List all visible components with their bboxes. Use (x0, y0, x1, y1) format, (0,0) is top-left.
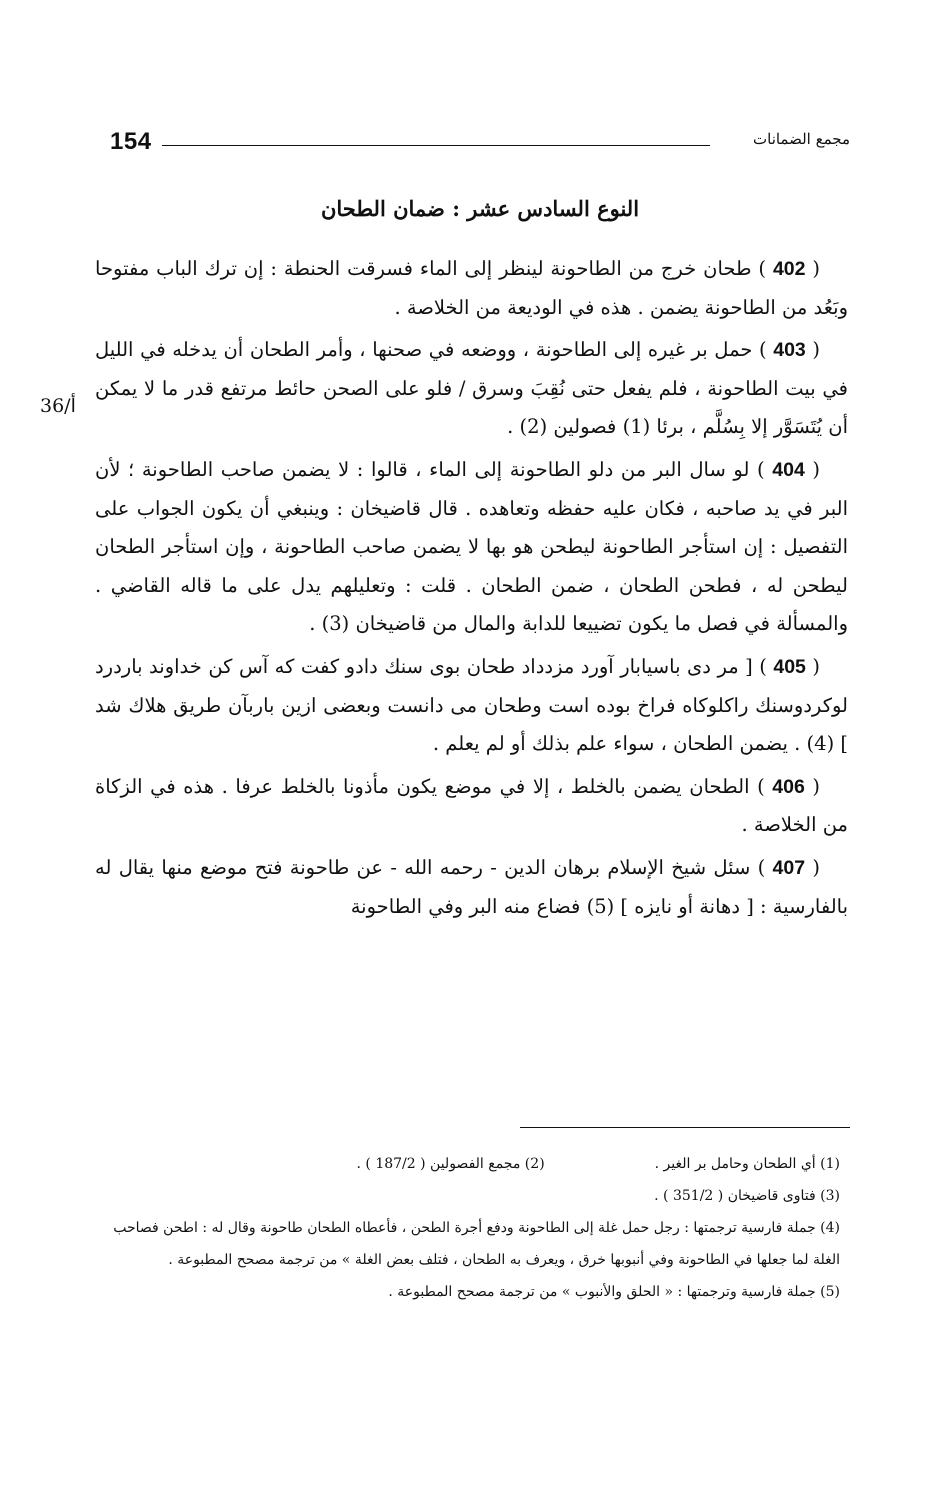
margin-folio-note: 36/أ (40, 395, 76, 417)
paragraph-number: 402 (772, 258, 806, 280)
paragraph-text: حمل بر غيره إلى الطاحونة ، ووضعه في صحنها ، وأمر الطحان أن يدخله في الليل في بيت الطاحونة ، فلم يفعل حتى نُقِبَ وسرق / فلو على الصحن حائط مرتفع قدر ما لا يمكن أن يُتَسَوَّر إلا بِسُلَّم ، برئا (1) فصولين (2) . (95, 338, 848, 439)
paragraph-406: ( 406 ) الطحان يضمن بالخلط ، إلا في موضع يكون مأذونا بالخلط عرفا . هذه في الزكاة من الخلاصة . (95, 774, 848, 837)
footnote-row (100, 1148, 840, 1180)
footnote-2: (2) مجمع الفصولين ( 187/2 ) . (356, 1156, 545, 1172)
paragraph-402: ( 402 ) طحان خرج من الطاحونة لينظر إلى الماء فسرقت الحنطة : إن ترك الباب مفتوحا وبَعُد من الطاحونة يضمن . هذه في الوديعة من الخلاصة . (95, 257, 848, 319)
paragraph-text: لو سال البر من دلو الطاحونة إلى الماء ، قالوا : لا يضمن صاحب الطاحونة ؛ لأن البر في يد صاحبه ، فكان عليه حفظه وتعاهده . قال قاضيخان : وينبغي أن يكون الجواب على التفصيل : إن استأجر الطاحونة ليطحن هو بها لا يضمن صاحب الطاحونة ، وإن استأجر الطحان ليطحن له ، فطحن الطحان ، ضمن الطحان . قلت : وتعليلهم يدل على ما قاله القاضي . والمسألة في فصل ما يكون تضييعا للدابة والمال من قاضيخان (3) . (95, 457, 848, 636)
paragraph-407: ( 407 ) سئل شيخ الإسلام برهان الدين - رحمه الله - عن طاحونة فتح موضع منها يقال له بالفارسية : [ دهانة أو نايزه ] (5) فضاع منه البر وفي الطاحونة (95, 855, 848, 918)
main-text (95, 250, 848, 930)
running-title: مجمع الضمانات (753, 130, 850, 148)
footnote-3: (3) فتاوى قاضيخان ( 351/2 ) . (654, 1188, 840, 1204)
paragraph-text: طحان خرج من الطاحونة لينظر إلى الماء فسرقت الحنطة : إن ترك الباب مفتوحا وبَعُد من الطاحونة يضمن . هذه في الوديعة من الخلاصة . (95, 257, 848, 319)
footnote-rule (520, 1127, 850, 1128)
chapter-title: النوع السادس عشر : ضمان الطحان (320, 196, 640, 221)
paragraph-403: ( 403 ) حمل بر غيره إلى الطاحونة ، ووضعه في صحنها ، وأمر الطحان أن يدخله في الليل في بيت الطاحونة ، فلم يفعل حتى نُقِبَ وسرق / فلو على الصحن حائط مرتفع قدر ما لا يمكن أن يُتَسَوَّر إلا بِسُلَّم ، برئا (1) فصولين (2) . (95, 338, 848, 439)
footnote-1: (1) أي الطحان وحامل بر الغير . (654, 1156, 840, 1172)
page-header (110, 128, 850, 168)
paragraph-number: 405 (773, 655, 806, 678)
paragraph-405: ( 405 ) [ مر دى باسيابار آورد مزدداد طحان بوى سنك دادو كفت كه آس كن خداوند باردرد لوكردوسنك راكلوكاه فراخ بوده است وطحان مى دانست وبعضى ازين باربآن طريق هلاك شد ] (4) . يضمن الطحان ، سواء علم بذلك أو لم يعلم . (95, 654, 848, 756)
paragraph-number: 404 (772, 458, 805, 481)
footnote-4: (4) جملة فارسية ترجمتها : رجل حمل غلة إلى الطاحونة ودفع أجرة الطحن ، فأعطاه الطحان طاحونة وقال له : اطحن فصاحب الغلة لما جعلها في الطاحونة وفي أنبوبها خرق ، ويعرف به الطحان ، فتلف بعض الغلة » من ترجمة مصحح المطبوعة . (113, 1220, 840, 1268)
paragraph-number: 403 (773, 339, 806, 362)
header-rule (162, 145, 710, 146)
paragraph-text: الطحان يضمن بالخلط ، إلا في موضع يكون مأذونا بالخلط عرفا . هذه في الزكاة من الخلاصة . (95, 774, 848, 837)
footnotes (100, 1148, 840, 1308)
page-number: 154 (110, 128, 152, 155)
footnote-5: (5) جملة فارسية وترجمتها : « الحلق والأنبوب » من ترجمة مصحح المطبوعة . (388, 1284, 840, 1300)
paragraph-404: ( 404 ) لو سال البر من دلو الطاحونة إلى الماء ، قالوا : لا يضمن صاحب الطاحونة ؛ لأن البر في يد صاحبه ، فكان عليه حفظه وتعاهده . قال قاضيخان : وينبغي أن يكون الجواب على التفصيل : إن استأجر الطاحونة ليطحن هو بها لا يضمن صاحب الطاحونة ، وإن استأجر الطحان ليطحن له ، فطحن الطحان ، ضمن الطحان . قلت : وتعليلهم يدل على ما قاله القاضي . والمسألة في فصل ما يكون تضييعا للدابة والمال من قاضيخان (3) . (95, 457, 848, 636)
paragraph-text: [ مر دى باسيابار آورد مزدداد طحان بوى سنك دادو كفت كه آس كن خداوند باردرد لوكردوسنك راكلوكاه فراخ بوده است وطحان مى دانست وبعضى ازين باربآن طريق هلاك شد ] (4) . يضمن الطحان ، سواء علم بذلك أو لم يعلم . (95, 654, 848, 756)
paragraph-number: 407 (772, 856, 806, 879)
paragraph-text: سئل شيخ الإسلام برهان الدين - رحمه الله - عن طاحونة فتح موضع منها يقال له بالفارسية : [ دهانة أو نايزه ] (5) فضاع منه البر وفي الطاحونة (95, 855, 848, 918)
paragraph-number: 406 (772, 775, 805, 798)
